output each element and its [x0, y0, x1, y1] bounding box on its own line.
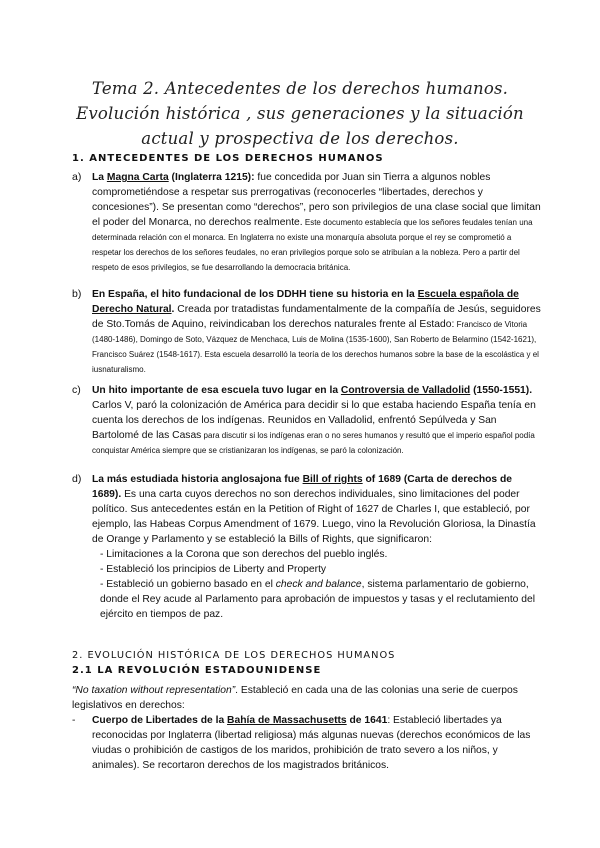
dash-item: - Limitaciones a la Corona que son derechos del pueblo inglés. [100, 549, 388, 560]
list-marker: b) [72, 288, 82, 300]
item-lead: La más estudiada historia anglosajona fue Bill of rights of 1689 (Carta de derechos de 1689). [92, 474, 513, 500]
bill-of-rights-term: Bill of rights [302, 474, 363, 485]
dash-list [100, 547, 542, 622]
list-item-text [92, 383, 542, 458]
list-marker: c) [72, 384, 81, 396]
item-lead: En España, el hito fundacional de los DDHH tiene su historia en la Escuela española de Derecho Natural. [92, 289, 519, 315]
item-body: Es una carta cuyos derechos no son derechos individuales, sino limitaciones del poder político. Sus antecedentes están en la Petition of Right of 1627 de Charles I, que estableció, por ejemplo, las Habeas Corpus Amendment of 1679. Luego, vino la Revolución Gloriosa, la Dinastía de Orange y Parlamento y se estableció la Bills of Rights, que significaron: [92, 489, 536, 545]
list-marker: a) [72, 171, 82, 183]
item-note: Este documento establecía que los señores feudales tenían una determinada relación con el monarca. En Inglaterra no existe una monarquía absoluta porque el rey se comprometió a respetar los derechos de los señores feudales, no eran privilegios porque solo se atribuían a la nobleza. Pero a partir del respeto de esos privilegios, se fue desarrollando la democracia británica. [92, 218, 533, 272]
section-2-1-heading: 2.1 LA REVOLUCIÓN ESTADOUNIDENSE [72, 665, 322, 676]
section-1-heading: 1. ANTECEDENTES DE LOS DERECHOS HUMANOS [72, 153, 384, 164]
list-item-massachusetts [72, 713, 542, 773]
magna-carta-term: Magna Carta [106, 172, 169, 183]
list-item-a [72, 170, 542, 275]
list-item-text [92, 472, 542, 547]
list-item-b [72, 287, 542, 377]
list-marker: d) [72, 473, 82, 485]
section-2-heading: 2. EVOLUCIÓN HISTÓRICA DE LOS DERECHOS HUMANOS [72, 650, 396, 661]
item-note: Francisco de Vitoria (1480-1486), Domingo de Soto, Vázquez de Menchaca, Luis de Molina (1535-1600), San Roberto de Belarmino (1542-1621), Francisco Suárez (1548-1617). Esta escuela desarrolló la teoría de los derechos humanos sobre la base de la escolástica y el iusnaturalismo. [92, 320, 539, 374]
page-title: Tema 2. Antecedentes de los derechos humanos. Evolución histórica , sus generaciones y la situación actual y prospectiva de los derechos. [76, 79, 524, 148]
dash-item: - Estableció los principios de Liberty and Property [100, 564, 327, 575]
item-body: Carlos V, paró la colonización de América para decidir si lo que estaba haciendo España tenía en cuenta los derechos de los indígenas. Reunidos en Valladolid, enfrentó Sepúlveda y San Bartolomé de las Casas [92, 400, 536, 441]
list-item-c [72, 383, 542, 458]
list-item-text [92, 170, 542, 275]
item-body: Creada por tratadistas fundamentalmente de la compañía de Jesús, seguidores de Sto.Tomás de Aquino, reivindicaban los derechos naturales frente al Estado: [92, 304, 541, 330]
section-2-1-intro [72, 683, 542, 713]
item-lead: Cuerpo de Libertades de la Bahía de Massachusetts de 1641 [92, 715, 388, 726]
massachusetts-term: Bahía de Massachusetts [227, 715, 347, 726]
item-body: : Estableció libertades ya reconocidas por Inglaterra (libertad religiosa) más algunas nuevas (derechos económicos de las viudas o prohibición de castigos de los maridos, prohibición de trato severo a los niños, y animales). Se recortaron derechos de los magistrados británicos. [92, 715, 531, 771]
intro-text: . Estableció en cada una de las colonias una serie de cuerpos legislativos en derechos: [72, 685, 518, 711]
list-item-text [92, 287, 542, 377]
bullet-marker: - [72, 715, 76, 726]
item-lead: La Magna Carta (Inglaterra 1215): [92, 172, 255, 183]
item-note: para discutir si los indígenas eran o no seres humanos y resultó que el imperio español podía conquistar América siempre que se cristianizaran los indígenas, se paró la colonización. [92, 431, 535, 455]
item-body: fue concedida por Juan sin Tierra a algunos nobles comprometiéndose a respetar sus prerrogativas (reconocerles “libertades, derechos y concesiones”). Se presentan como “derechos”, pero son privilegios de una clase social que limitan el poder del Monarca, no derechos realmente. [92, 172, 541, 228]
quote-text: “No taxation without representation” [72, 685, 236, 696]
dash-item: - Estableció un gobierno basado en el check and balance, sistema parlamentario de gobierno, donde el Rey acude al Parlamento para aprobación de impuestos y tasas y el reclutamiento del ejército en tiempos de paz. [100, 579, 536, 620]
controversia-term: Controversia de Valladolid [340, 385, 471, 396]
list-item-d [72, 472, 542, 622]
item-lead: Un hito importante de esa escuela tuvo lugar en la Controversia de Valladolid (1550-1551). [92, 385, 533, 396]
list-item-text [92, 713, 542, 773]
escuela-term: Escuela española de Derecho Natural [92, 289, 519, 315]
